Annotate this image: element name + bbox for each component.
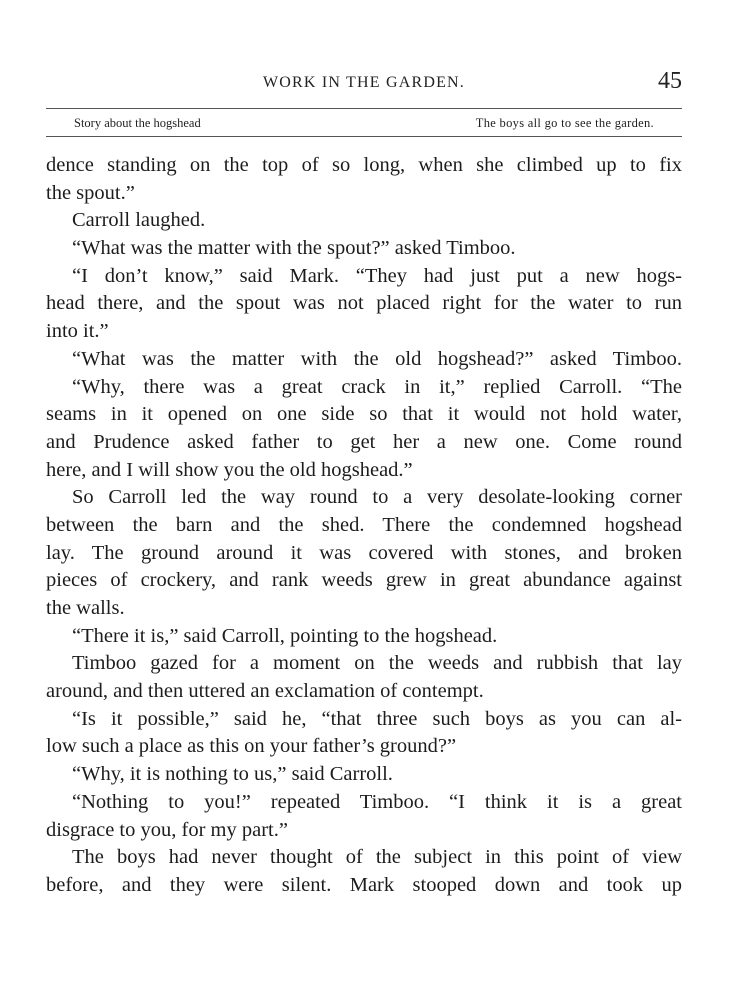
text-line: here, and I will show you the old hogshead.” (46, 458, 413, 481)
text-line: between the barn and the shed. There the condemned hogshead (46, 513, 682, 536)
text-line: low such a place as this on your father’s ground?” (46, 735, 457, 758)
text-line: and Prudence asked father to get her a new one. Come round (46, 430, 682, 453)
running-title: WORK IN THE GARDEN. (262, 74, 466, 91)
text-line: lay. The ground around it was covered with stones, and broken (46, 541, 682, 564)
header-rule-bottom (46, 136, 682, 137)
text-line: “There it is,” said Carroll, pointing to the hogshead. (72, 624, 498, 647)
text-line: So Carroll led the way round to a very desolate-looking corner (72, 486, 682, 509)
text-line: “I don’t know,” said Mark. “They had just put a new hogs- (72, 264, 682, 287)
text-line: The boys had never thought of the subject in this point of view (72, 846, 682, 869)
text-line: “Why, it is nothing to us,” said Carroll. (72, 763, 393, 786)
running-head (46, 68, 682, 96)
side-note-right: The boys all go to see the garden. (475, 116, 654, 130)
text-line: “What was the matter with the spout?” asked Timboo. (72, 237, 516, 260)
side-notes (74, 116, 654, 134)
page-number: 45 (658, 68, 682, 94)
text-line: “Why, there was a great crack in it,” replied Carroll. “The (72, 375, 682, 398)
text-line: Timboo gazed for a moment on the weeds and rubbish that lay (72, 652, 682, 675)
text-line: head there, and the spout was not placed right for the water to run (46, 292, 682, 315)
text-line: disgrace to you, for my part.” (46, 818, 288, 841)
text-line: “What was the matter with the old hogshead?” asked Timboo. (72, 347, 682, 370)
text-line: “Is it possible,” said he, “that three such boys as you can al- (72, 707, 682, 730)
text-line: “Nothing to you!” repeated Timboo. “I think it is a great (72, 790, 682, 813)
text-line: Carroll laughed. (72, 209, 206, 232)
text-line: the walls. (46, 597, 125, 619)
text-line: seams in it opened on one side so that it would not hold water, (46, 403, 682, 426)
text-line: before, and they were silent. Mark stooped down and took up (46, 873, 682, 896)
text-line: the spout.” (46, 181, 135, 204)
text-line: dence standing on the top of so long, when she climbed up to fix (46, 154, 682, 176)
text-line: around, and then uttered an exclamation of contempt. (46, 680, 484, 703)
header-rule-top (46, 108, 682, 109)
text-line: pieces of crockery, and rank weeds grew in great abundance against (46, 569, 682, 592)
side-note-left: Story about the hogshead (74, 116, 201, 130)
body-text (46, 152, 682, 900)
text-line: into it.” (46, 320, 109, 343)
